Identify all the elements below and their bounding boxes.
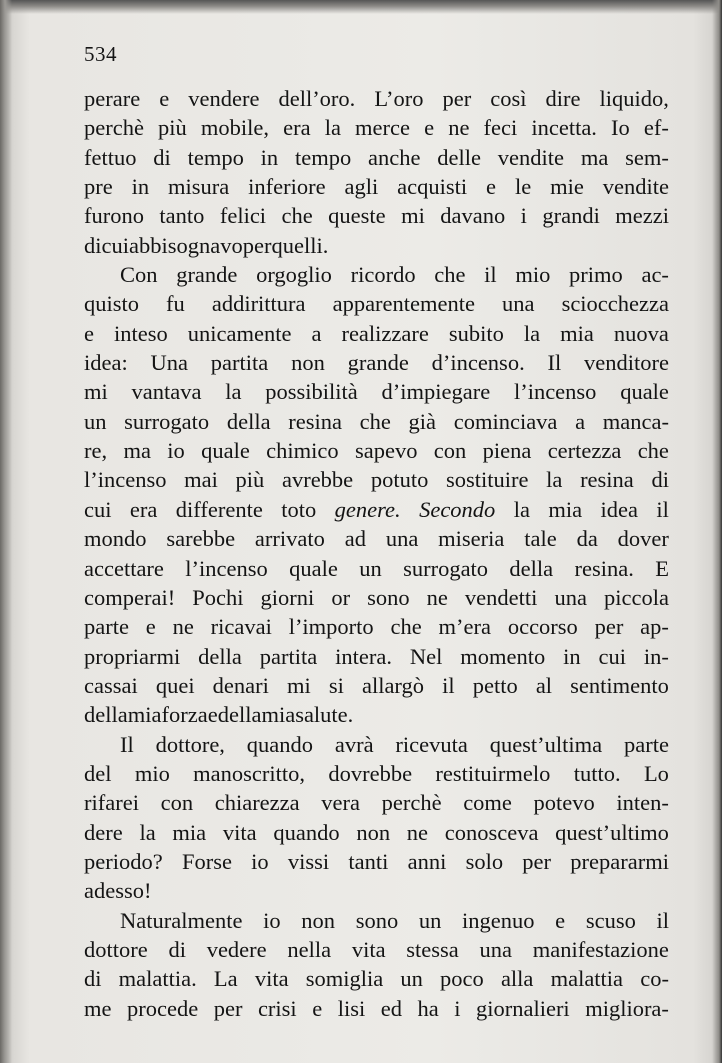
text-line: Con grande orgoglio ricordo che il mio primo ac- (120, 262, 669, 288)
text-line: di malattia. La vita somiglia un poco alla malattia co- (84, 966, 669, 992)
text-line: me procede per crisi e lisi ed ha i giornalieri migliora- (84, 995, 669, 1021)
page-top-shadow (0, 0, 722, 14)
text-line: pre in misura inferiore agli acquisti e le mie vendite (84, 174, 669, 200)
text-line: un surrogato della resina che già cominciava a manca- (84, 408, 669, 434)
text-line: Il dottore, quando avrà ricevuta quest’ultima parte (120, 731, 669, 757)
text-line: fettuo di tempo in tempo anche delle vendite ma sem- (84, 144, 669, 170)
body-text (84, 84, 669, 1023)
text-line: parte e ne ricavai l’importo che m’era occorso per ap- (84, 614, 669, 640)
text-line: cui era differente toto genere. Secondo la mia idea il (84, 496, 669, 522)
text-line: della mia forza e della mia salute. (84, 702, 354, 728)
text-line: perare e vendere dell’oro. L’oro per così dire liquido, (84, 86, 669, 111)
page-binding-edge (0, 0, 12, 1063)
text-line: re, ma io quale chimico sapevo con piena certezza che (84, 438, 669, 464)
text-line: cassai quei denari mi si allargò il petto al sentimento (84, 672, 669, 698)
page-number: 534 (84, 42, 117, 66)
text-line: quisto fu addirittura apparentemente una sciocchezza (84, 291, 669, 317)
page-right-edge (712, 0, 722, 1063)
text-line: perchè più mobile, era la merce e ne feci incetta. Io ef- (84, 115, 669, 141)
text-line: dottore di vedere nella vita stessa una manifestazione (84, 936, 669, 962)
text-line: ad esso! (84, 878, 152, 904)
text-line: mi vantava la possibilità d’impiegare l’incenso quale (84, 379, 669, 405)
text-line: idea: Una partita non grande d’incenso. Il venditore (84, 350, 669, 376)
text-line: Naturalmente io non sono un ingenuo e scuso il (120, 907, 669, 933)
text-line: mondo sarebbe arrivato ad una miseria tale da dover (84, 526, 669, 552)
text-line: propriarmi della partita intera. Nel momento in cui in- (84, 643, 669, 669)
text-line: dere la mia vita quando non ne conosceva quest’ultimo (84, 819, 669, 845)
text-line: l’incenso mai più avrebbe potuto sostituire la resina di (84, 467, 669, 493)
text-line: comperai! Pochi giorni or sono ne vendetti una piccola (84, 584, 669, 610)
text-line: periodo? Forse io vissi tanti anni solo per prepararmi (84, 848, 669, 874)
text-line: rifarei con chiarezza vera perchè come potevo inten- (84, 790, 669, 816)
text-line: furono tanto felici che queste mi davano i grandi mezzi (84, 203, 669, 229)
text-line: e inteso unicamente a realizzare subito la mia nuova (84, 320, 669, 346)
text-line: del mio manoscritto, dovrebbe restituirmelo tutto. Lo (84, 760, 669, 786)
text-line: accettare l’incenso quale un surrogato della resina. E (84, 555, 669, 581)
text-line: di cui abbisognavo per quelli. (84, 232, 329, 258)
